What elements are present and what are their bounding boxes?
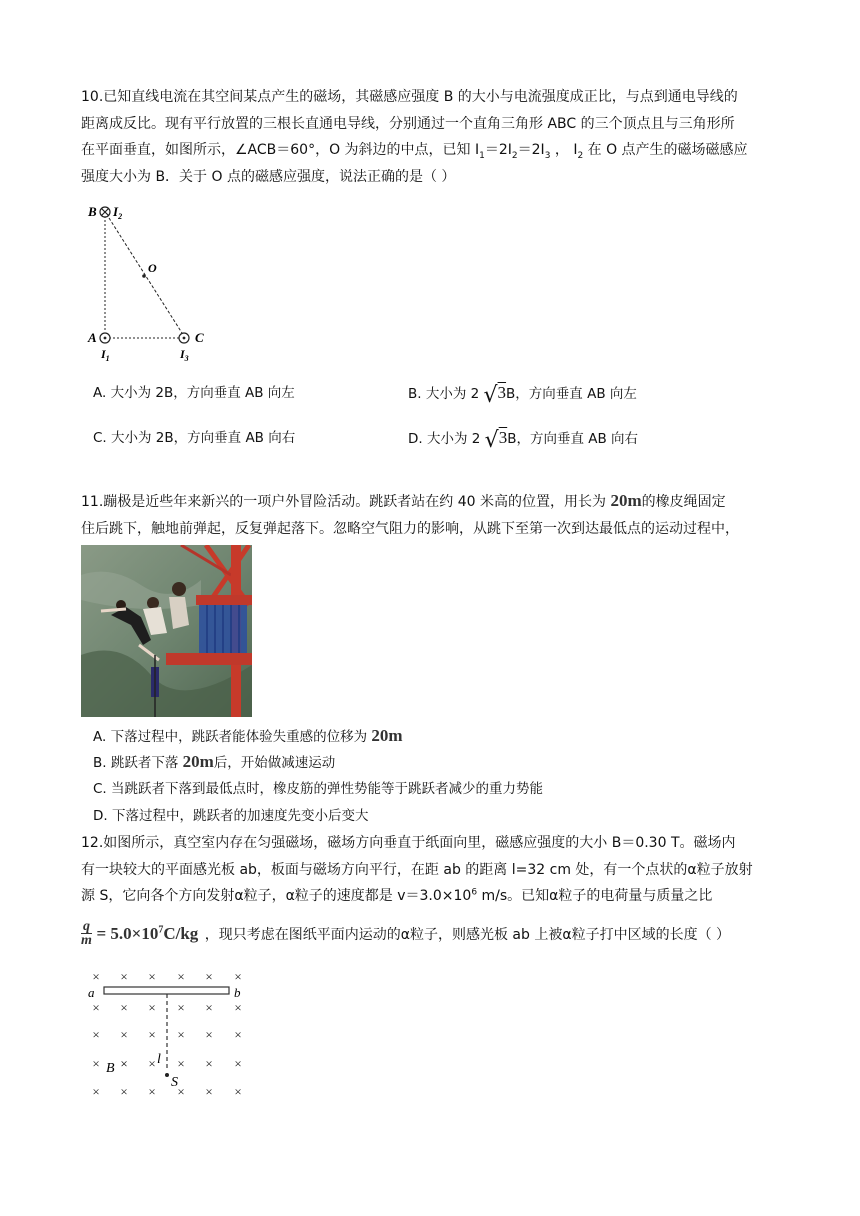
point-o — [142, 274, 146, 278]
sqrt-symbol-icon: √ — [483, 383, 498, 408]
bungee-jump-photo — [81, 545, 252, 717]
label-c: C — [195, 330, 204, 345]
field-into-page-icon: × — [120, 1027, 128, 1042]
q10-option-c[interactable]: C. 大小为 2B，方向垂直 AB 向右 — [93, 430, 296, 446]
svg-text:I1: $I_1$ — [101, 347, 110, 363]
field-into-page-icon: × — [92, 1084, 100, 1099]
plate-ab — [104, 987, 229, 994]
field-into-page-icon: × — [148, 1056, 156, 1071]
svg-text:I2: $I_2$ — [113, 204, 123, 221]
field-into-page-icon: × — [148, 969, 156, 984]
label-i2: I — [113, 204, 119, 219]
field-into-page-icon: × — [177, 1027, 185, 1042]
field-into-page-icon: × — [92, 1056, 100, 1071]
q11-option-b[interactable]: B. 跳跃者下落 20m后，开始做减速运动 — [93, 752, 336, 771]
field-into-page-icon: × — [205, 1000, 213, 1015]
field-into-page-icon: × — [205, 1084, 213, 1099]
charge-mass-value: = $5.0\times 10^7C/kg$ — [96, 923, 199, 943]
field-into-page-icon: × — [177, 1084, 185, 1099]
q12-stem-line2: 有一块较大的平面感光板 ab，板面与磁场方向平行，在距 ab 的距离 l=32 cm 处，有一个点状的α粒子放射 — [81, 861, 753, 878]
svg-text:I3: $I_3$ — [180, 347, 189, 363]
field-into-page-icon: × — [177, 1000, 185, 1015]
q12-stem-line3: 源 S，它向各个方向发射α粒子，α粒子的速度都是 $v=3.0\times 10^6$ m/s。已知α粒子的电荷量与质量之比 — [81, 887, 713, 904]
sqrt-symbol-icon: √ — [484, 428, 499, 453]
q10-stem-line2: 距离成反比。现有平行放置的三根长直通电导线，分别通过一个直角三角形 ABC 的三个顶点且与三角形所 — [81, 115, 735, 132]
q12-ratio-line — [81, 920, 730, 950]
field-into-page-icon: × — [234, 1056, 242, 1071]
field-into-page-icon: × — [205, 969, 213, 984]
label-l: l — [157, 1052, 161, 1067]
field-into-page-icon: × — [148, 1000, 156, 1015]
label-i3: I — [180, 347, 185, 361]
q10-triangle-figure — [85, 200, 225, 365]
q10-option-b[interactable]: B. 大小为 2 √3B，方向垂直 AB 向左 — [408, 383, 637, 408]
field-into-page-icon: × — [234, 1000, 242, 1015]
label-b: b — [234, 985, 241, 1000]
label-a: A — [88, 330, 97, 345]
field-into-page-icon: × — [92, 969, 100, 984]
field-into-page-icon: × — [120, 1084, 128, 1099]
charge-mass-fraction: $\frac{q}{m}$ — [81, 919, 92, 948]
q12-stem — [81, 830, 781, 910]
field-into-page-icon: × — [148, 1084, 156, 1099]
field-into-page-icon: × — [120, 1056, 128, 1071]
field-into-page-icon: × — [205, 1027, 213, 1042]
q11-option-d[interactable]: D. 下落过程中，跳跃者的加速度先变小后变大 — [93, 808, 369, 824]
field-into-page-icon: × — [177, 1056, 185, 1071]
q12-stem-line1: 12.如图所示，真空室内存在匀强磁场，磁场方向垂直于纸面向里，磁感应强度的大小 B＝0.30 T。磁场内 — [81, 835, 736, 851]
label-o: O — [148, 261, 157, 275]
label-field-b: B — [106, 1061, 115, 1076]
source-s-point — [165, 1073, 169, 1077]
field-into-page-icon: × — [177, 969, 185, 984]
field-into-page-icon: × — [205, 1056, 213, 1071]
field-into-page-icon: × — [120, 1000, 128, 1015]
field-into-page-icon: × — [234, 1084, 242, 1099]
q10-stem-line4: 强度大小为 B．关于 O 点的磁感应强度，说法正确的是（ ） — [81, 168, 456, 185]
q10-stem — [81, 84, 781, 190]
q10-stem-line3: 在平面垂直，如图所示，∠ACB＝60°，O 为斜边的中点，已知 $I_1=2I_2=2I_3$ ， $I_2$ 在 O 点产生的磁场磁感应 — [81, 142, 748, 161]
field-into-page-icon: × — [120, 969, 128, 984]
q11-stem-line2: 住后跳下，触地前弹起，反复弹起落下。忽略空气阻力的影响，从跳下至第一次到达最低点的运动过程中， — [81, 520, 739, 537]
q10-option-a[interactable]: A. 大小为 2B，方向垂直 AB 向左 — [93, 385, 295, 401]
q12-magnetic-field-figure — [82, 965, 252, 1105]
field-into-page-icon: × — [92, 1000, 100, 1015]
field-into-page-icon: × — [92, 1027, 100, 1042]
q11-option-c[interactable]: C. 当跳跃者下落到最低点时，橡皮筋的弹性势能等于跳跃者减少的重力势能 — [93, 781, 544, 797]
q11-stem-line1: 11.蹦极是近些年来新兴的一项户外冒险活动。跳跃者站在约 40 米高的位置，用长为 20m的橡皮绳固定 — [81, 491, 726, 510]
field-into-page-icon: × — [234, 1027, 242, 1042]
q11-option-a[interactable]: A. 下落过程中，跳跃者能体验失重感的位移为 20m — [93, 726, 403, 745]
label-b: B — [88, 204, 97, 219]
label-s: S — [171, 1075, 178, 1090]
q12-stem-line4: ，现只考虑在图纸平面内运动的α粒子，则感光板 ab 上被α粒子打中区域的长度（ ） — [204, 926, 731, 943]
label-i1: I — [101, 347, 106, 361]
label-a: a — [88, 985, 95, 1000]
field-into-page-icon: × — [148, 1027, 156, 1042]
q10-option-d[interactable]: D. 大小为 2 √3B，方向垂直 AB 向右 — [408, 428, 639, 453]
q10-stem-line1: 10.已知直线电流在其空间某点产生的磁场，其磁感应强度 B 的大小与电流强度成正比，与点到通电导线的 — [81, 89, 738, 105]
field-into-page-icon: × — [234, 969, 242, 984]
